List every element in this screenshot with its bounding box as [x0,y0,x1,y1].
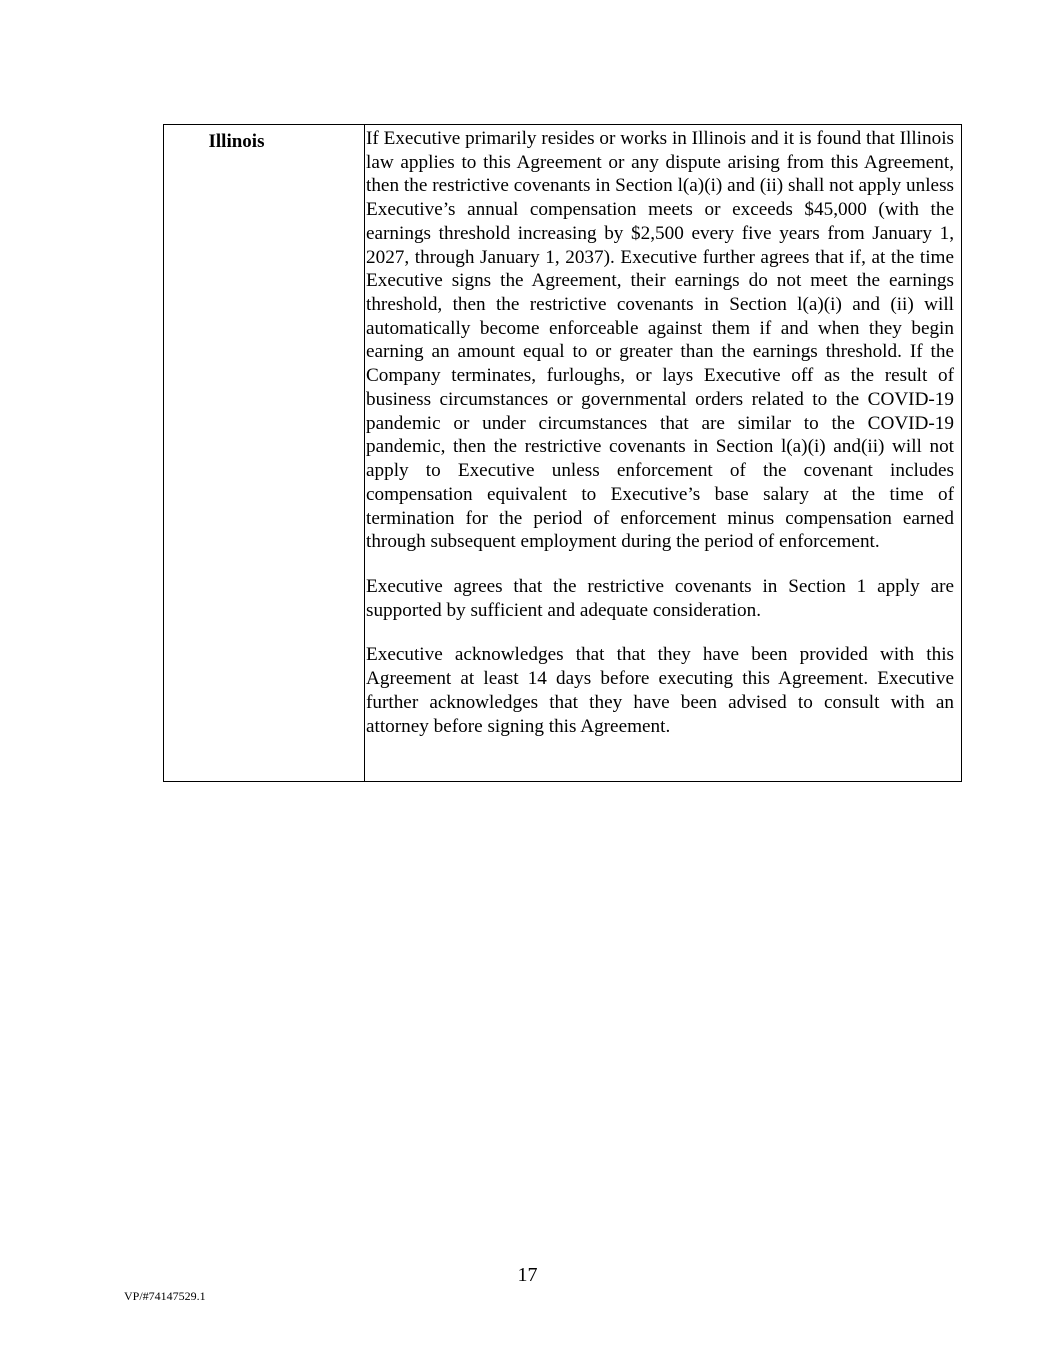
state-label: Illinois [208,131,265,152]
illinois-threshold-paragraph: If Executive primarily resides or works in Illinois and it is found that Illinois law applies to this Agreement or any dispute arising from this Agreement, then the restrictive covenants in Section l(a)(i) and (ii) shall not apply unless Executive’s annual compensation meets or exceeds $45,000 (with the earnings threshold increasing by $2,500 every five years from January 1, 2027, through January 1, 2037). Executive further agrees that if, at the time Executive signs the Agreement, their earnings do not meet the earnings threshold, then the restrictive covenants in Section l(a)(i) and (ii) will automatically become enforceable against them if and when they begin earning an amount equal to or greater than the earnings threshold. If the Company terminates, furloughs, or lays Executive off as the result of business circumstances or governmental orders related to the COVID-19 pandemic or under circumstances that are similar to the COVID-19 pandemic, then the restrictive covenants in Section l(a)(i) and(ii) will not apply to Executive unless enforcement of the covenant includes compensation equivalent to Executive’s base salary at the time of termination for the period of enforcement minus compensation earned through subsequent employment during the period of enforcement. [366,128,954,553]
document-id: VP/#74147529.1 [124,1289,206,1303]
page-number: 17 [517,1264,538,1286]
state-provisions-cell [365,125,961,781]
consideration-paragraph: Executive agrees that the restrictive covenants in Section 1 apply are supported by sufficient and adequate consideration. [366,575,954,621]
state-label-cell [164,125,365,781]
acknowledgement-paragraph: Executive acknowledges that that they have been provided with this Agreement at least 14 days before executing this Agreement. Executive further acknowledges that they have been advised to consult with an attorney before signing this Agreement. [366,644,954,737]
state-law-table [163,124,962,782]
